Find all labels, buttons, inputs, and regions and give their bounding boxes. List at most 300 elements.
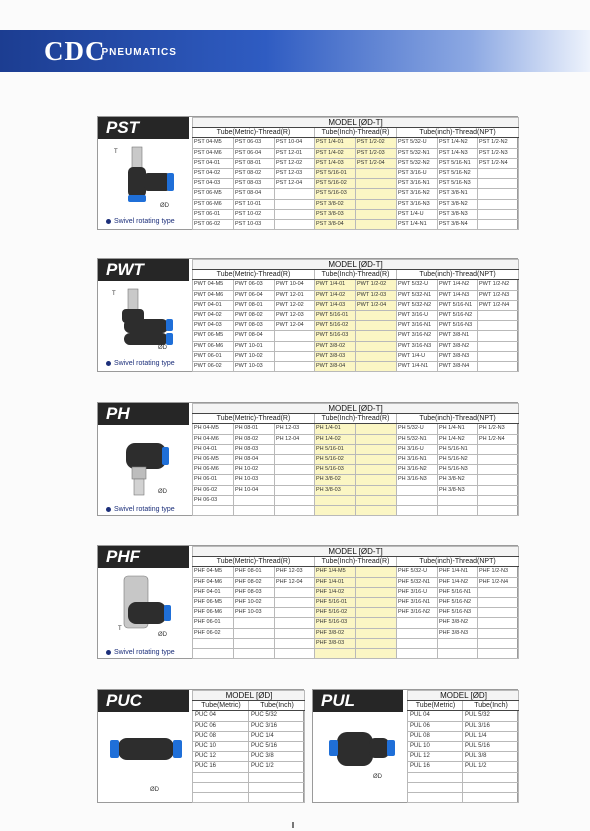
model-table — [192, 117, 519, 230]
model-cell: PWT 06-M6 — [193, 341, 234, 351]
model-cell: PST 12-03 — [275, 168, 315, 178]
product-phf — [97, 545, 518, 659]
model-cell: PST 06-04 — [234, 148, 275, 158]
table-row — [193, 597, 519, 607]
model-cell: PUC 12 — [193, 752, 249, 762]
table-row — [193, 351, 519, 361]
inch-r-header: Tube(Inch)-Thread(R) — [315, 557, 397, 567]
product-name: PHF — [98, 546, 189, 568]
table-row — [193, 587, 519, 597]
metric-header: Tube(Metric)-Thread(R) — [193, 414, 315, 424]
model-cell — [397, 638, 438, 648]
model-cell — [275, 648, 315, 658]
model-cell: PUC 16 — [193, 762, 249, 772]
model-cell — [478, 475, 519, 485]
table-row — [193, 300, 519, 310]
model-cell: PST 5/16-03 — [315, 189, 356, 199]
model-table — [407, 690, 519, 803]
model-cell — [478, 189, 519, 199]
model-cell: PWT 3/8-04 — [315, 361, 356, 371]
brand-logo: CDCPNEUMATICS — [44, 36, 177, 66]
page-marker — [292, 822, 294, 828]
model-cell: PST 06-01 — [193, 209, 234, 219]
model-cell: PST 06-M6 — [193, 199, 234, 209]
label-t: T — [118, 626, 122, 632]
model-cell: PH 04-M5 — [193, 424, 234, 434]
model-cell: PST 08-03 — [234, 179, 275, 189]
model-table — [192, 546, 519, 659]
product-name: PUL — [313, 690, 403, 712]
model-cell: PHF 5/16-N1 — [438, 587, 478, 597]
model-cell — [275, 361, 315, 371]
model-cell: PHF 3/8-N3 — [438, 628, 478, 638]
model-cell: PWT 06-04 — [234, 290, 275, 300]
model-header: MODEL [ØD] — [193, 691, 305, 701]
model-cell: PUL 1/2 — [463, 762, 519, 772]
model-cell: PHF 06-M5 — [193, 597, 234, 607]
model-cell: PST 3/8-03 — [315, 209, 356, 219]
model-cell: PH 10-02 — [234, 465, 275, 475]
model-cell: PH 1/4-01 — [315, 424, 356, 434]
model-cell: PWT 1/4-02 — [315, 290, 356, 300]
model-cell: PH 1/2-N4 — [478, 434, 519, 444]
model-cell — [463, 782, 519, 792]
model-cell — [275, 219, 315, 229]
model-cell — [356, 648, 397, 658]
table-row — [193, 424, 519, 434]
table-row — [193, 792, 305, 802]
model-cell — [356, 638, 397, 648]
model-cell: PH 5/16-N1 — [438, 444, 478, 454]
table-row — [193, 711, 305, 721]
model-cell: PST 06-03 — [234, 138, 275, 148]
model-cell: PH 08-03 — [234, 444, 275, 454]
model-cell — [356, 179, 397, 189]
model-cell: PHF 5/16-01 — [315, 597, 356, 607]
model-cell: PHF 10-02 — [234, 597, 275, 607]
model-cell — [315, 648, 356, 658]
model-cell: PH 5/16-03 — [315, 465, 356, 475]
label-od: ØD — [158, 345, 167, 351]
model-cell: PH 3/16-N1 — [397, 454, 438, 464]
model-cell: PH 12-04 — [275, 434, 315, 444]
model-cell: PWT 1/4-03 — [315, 300, 356, 310]
model-cell — [275, 608, 315, 618]
model-cell: PWT 3/8-N1 — [438, 331, 478, 341]
model-cell: PUL 3/16 — [463, 721, 519, 731]
model-cell — [478, 587, 519, 597]
model-cell: PWT 1/2-N2 — [478, 280, 519, 290]
model-header: MODEL [ØD] — [408, 691, 519, 701]
model-cell: PST 3/16-N2 — [397, 189, 438, 199]
model-cell: PUL 06 — [408, 721, 463, 731]
model-cell — [356, 608, 397, 618]
model-cell: PHF 08-03 — [234, 587, 275, 597]
model-cell — [478, 351, 519, 361]
model-cell: PST 1/2-02 — [356, 138, 397, 148]
model-cell — [356, 434, 397, 444]
model-cell: PST 1/4-02 — [315, 148, 356, 158]
model-cell: PH 06-M5 — [193, 454, 234, 464]
model-cell — [397, 618, 438, 628]
model-cell: PST 5/32-N2 — [397, 158, 438, 168]
model-cell: PWT 12-03 — [275, 310, 315, 320]
model-cell: PH 3/16-U — [397, 444, 438, 454]
table-row — [408, 792, 519, 802]
model-cell — [463, 772, 519, 782]
label-od: ØD — [158, 632, 167, 638]
model-cell: PHF 3/16-N1 — [397, 597, 438, 607]
model-cell: PWT 5/32-N1 — [397, 290, 438, 300]
model-cell: PUL 5/32 — [463, 711, 519, 721]
model-cell — [478, 331, 519, 341]
model-cell — [356, 424, 397, 434]
model-cell: PWT 06-01 — [193, 351, 234, 361]
model-cell: PST 5/16-N3 — [438, 179, 478, 189]
model-cell: PWT 10-01 — [234, 341, 275, 351]
model-cell: PWT 08-02 — [234, 310, 275, 320]
model-cell: PST 1/4-03 — [315, 158, 356, 168]
model-cell: PST 04-M5 — [193, 138, 234, 148]
model-cell — [275, 341, 315, 351]
model-cell — [249, 772, 305, 782]
model-cell: PUL 10 — [408, 741, 463, 751]
model-cell: PST 5/16-01 — [315, 168, 356, 178]
model-cell: PST 04-03 — [193, 179, 234, 189]
model-cell: PST 1/2-04 — [356, 158, 397, 168]
model-cell: PHF 1/4-M5 — [315, 567, 356, 577]
model-cell — [356, 618, 397, 628]
model-cell: PUL 04 — [408, 711, 463, 721]
table-row — [193, 638, 519, 648]
model-cell: PH 1/2-N3 — [478, 424, 519, 434]
table-row — [193, 168, 519, 178]
model-cell — [408, 772, 463, 782]
model-cell: PHF 5/16-N2 — [438, 597, 478, 607]
puc-fitting-image — [104, 718, 188, 782]
model-cell — [438, 638, 478, 648]
model-cell: PST 5/16-N2 — [438, 168, 478, 178]
model-cell — [478, 179, 519, 189]
model-cell — [478, 444, 519, 454]
table-row — [193, 179, 519, 189]
model-cell: PST 1/2-03 — [356, 148, 397, 158]
model-cell: PST 08-01 — [234, 158, 275, 168]
table-row — [193, 505, 519, 515]
model-cell: PWT 5/16-N3 — [438, 321, 478, 331]
model-cell: PWT 5/16-N2 — [438, 310, 478, 320]
model-cell — [356, 209, 397, 219]
model-cell: PWT 10-04 — [275, 280, 315, 290]
model-cell: PUC 10 — [193, 741, 249, 751]
model-cell: PST 3/8-02 — [315, 199, 356, 209]
table-row — [193, 495, 519, 505]
model-cell: PST 06-M5 — [193, 189, 234, 199]
model-cell: PH 1/4-N1 — [438, 424, 478, 434]
model-cell: PWT 10-03 — [234, 361, 275, 371]
model-cell: PWT 1/4-N1 — [397, 361, 438, 371]
table-row — [193, 209, 519, 219]
model-cell: PUC 08 — [193, 731, 249, 741]
npt-header: Tube(inch)-Thread(NPT) — [397, 270, 519, 280]
model-cell: PWT 5/16-N1 — [438, 300, 478, 310]
table-row — [193, 280, 519, 290]
model-cell: PWT 5/16-01 — [315, 310, 356, 320]
model-cell: PWT 5/32-N2 — [397, 300, 438, 310]
table-row — [193, 618, 519, 628]
model-header: MODEL [ØD-T] — [193, 547, 519, 557]
model-cell — [356, 219, 397, 229]
metric-header: Tube(Metric)-Thread(R) — [193, 128, 315, 138]
model-cell: PST 04-01 — [193, 158, 234, 168]
model-cell: PH 1/4-N2 — [438, 434, 478, 444]
npt-header: Tube(inch)-Thread(NPT) — [397, 557, 519, 567]
model-cell: PUC 3/8 — [249, 752, 305, 762]
metric-header: Tube(Metric)-Thread(R) — [193, 270, 315, 280]
inch-r-header: Tube(Inch)-Thread(R) — [315, 128, 397, 138]
model-cell: PWT 5/16-03 — [315, 331, 356, 341]
model-cell: PST 3/8-N3 — [438, 209, 478, 219]
metric-header: Tube(Metric) — [193, 701, 249, 711]
model-cell: PST 3/8-N4 — [438, 219, 478, 229]
model-cell — [193, 638, 234, 648]
model-cell: PHF 06-02 — [193, 628, 234, 638]
model-cell: PWT 08-01 — [234, 300, 275, 310]
model-cell — [356, 331, 397, 341]
model-cell: PWT 10-02 — [234, 351, 275, 361]
model-cell: PST 1/2-N4 — [478, 158, 519, 168]
table-row — [193, 219, 519, 229]
model-cell — [478, 505, 519, 515]
label-od: ØD — [160, 203, 169, 209]
model-cell — [478, 628, 519, 638]
model-cell: PST 3/8-N1 — [438, 189, 478, 199]
product-pst — [97, 116, 518, 230]
model-cell — [478, 219, 519, 229]
model-cell — [356, 361, 397, 371]
table-row — [408, 752, 519, 762]
model-cell: PST 06-02 — [193, 219, 234, 229]
model-cell — [478, 310, 519, 320]
model-cell: PWT 1/4-01 — [315, 280, 356, 290]
model-cell: PST 04-02 — [193, 168, 234, 178]
model-cell — [356, 310, 397, 320]
table-row — [193, 310, 519, 320]
table-row — [193, 608, 519, 618]
model-cell: PH 5/16-01 — [315, 444, 356, 454]
model-cell: PHF 5/16-03 — [315, 618, 356, 628]
model-cell: PHF 08-02 — [234, 577, 275, 587]
model-cell: PWT 04-01 — [193, 300, 234, 310]
product-name: PST — [98, 117, 189, 139]
model-cell: PST 10-01 — [234, 199, 275, 209]
model-cell: PWT 1/2-03 — [356, 290, 397, 300]
model-cell: PST 1/2-N3 — [478, 148, 519, 158]
model-cell — [356, 351, 397, 361]
table-row — [193, 782, 305, 792]
model-cell — [275, 331, 315, 341]
model-cell: PST 3/8-04 — [315, 219, 356, 229]
model-cell: PST 1/4-01 — [315, 138, 356, 148]
model-cell: PH 1/4-02 — [315, 434, 356, 444]
model-cell — [356, 628, 397, 638]
model-cell: PHF 3/16-N2 — [397, 608, 438, 618]
model-cell: PWT 04-M6 — [193, 290, 234, 300]
table-row — [193, 577, 519, 587]
model-header: MODEL [ØD-T] — [193, 260, 519, 270]
model-cell: PWT 12-01 — [275, 290, 315, 300]
metric-header: Tube(Metric) — [408, 701, 463, 711]
model-cell — [478, 209, 519, 219]
table-row — [193, 341, 519, 351]
model-cell: PWT 3/8-02 — [315, 341, 356, 351]
model-cell — [478, 597, 519, 607]
model-cell: PWT 04-02 — [193, 310, 234, 320]
model-cell: PH 06-01 — [193, 475, 234, 485]
model-cell: PWT 06-03 — [234, 280, 275, 290]
model-cell — [397, 505, 438, 515]
model-cell: PST 3/16-N1 — [397, 179, 438, 189]
pst-fitting-image — [112, 145, 182, 215]
model-cell: PHF 08-01 — [234, 567, 275, 577]
model-cell: PUL 3/8 — [463, 752, 519, 762]
model-cell: PH 3/16-N2 — [397, 465, 438, 475]
model-cell: PUC 3/16 — [249, 721, 305, 731]
model-cell — [275, 209, 315, 219]
model-table — [192, 403, 519, 516]
model-cell: PUL 5/16 — [463, 741, 519, 751]
model-cell: PWT 1/2-N4 — [478, 300, 519, 310]
model-cell: PH 10-03 — [234, 475, 275, 485]
model-cell — [193, 772, 249, 782]
model-cell: PHF 10-03 — [234, 608, 275, 618]
table-row — [193, 434, 519, 444]
model-cell — [478, 341, 519, 351]
model-cell — [249, 792, 305, 802]
model-cell: PHF 1/2-N3 — [478, 567, 519, 577]
model-cell: PWT 1/2-N3 — [478, 290, 519, 300]
model-cell: PHF 3/8-N2 — [438, 618, 478, 628]
model-cell: PH 5/32-U — [397, 424, 438, 434]
model-cell: PH 5/16-N3 — [438, 465, 478, 475]
model-cell: PHF 1/2-N4 — [478, 577, 519, 587]
pul-fitting-image — [319, 718, 403, 782]
model-cell — [315, 495, 356, 505]
model-cell — [438, 505, 478, 515]
product-pwt — [97, 258, 518, 372]
inch-r-header: Tube(Inch)-Thread(R) — [315, 414, 397, 424]
table-row — [193, 138, 519, 148]
model-cell — [478, 465, 519, 475]
model-cell: PWT 12-04 — [275, 321, 315, 331]
label-od: ØD — [373, 774, 382, 780]
model-cell — [356, 505, 397, 515]
model-cell — [356, 444, 397, 454]
model-cell: PUC 06 — [193, 721, 249, 731]
model-cell — [356, 341, 397, 351]
pwt-fitting-image — [110, 287, 182, 357]
model-cell: PWT 3/8-03 — [315, 351, 356, 361]
model-cell: PUL 1/4 — [463, 731, 519, 741]
model-cell: PH 08-02 — [234, 434, 275, 444]
model-cell — [356, 485, 397, 495]
model-cell: PHF 04-01 — [193, 587, 234, 597]
model-cell: PH 06-M6 — [193, 465, 234, 475]
model-cell: PST 1/4-N3 — [438, 148, 478, 158]
swivel-note: Swivel rotating type — [106, 360, 175, 367]
npt-header: Tube(inch)-Thread(NPT) — [397, 128, 519, 138]
table-row — [193, 321, 519, 331]
table-row — [193, 762, 305, 772]
model-cell: PHF 06-01 — [193, 618, 234, 628]
model-cell: PHF 1/4-N2 — [438, 577, 478, 587]
model-cell — [478, 648, 519, 658]
model-cell — [275, 199, 315, 209]
model-cell — [275, 618, 315, 628]
model-cell — [234, 638, 275, 648]
model-cell — [408, 792, 463, 802]
model-cell — [275, 444, 315, 454]
model-cell: PH 08-04 — [234, 454, 275, 464]
model-cell — [397, 485, 438, 495]
model-cell: PWT 3/16-N2 — [397, 331, 438, 341]
model-cell: PUL 12 — [408, 752, 463, 762]
model-cell: PWT 3/16-N3 — [397, 341, 438, 351]
model-table — [192, 690, 305, 803]
table-row — [193, 648, 519, 658]
model-cell: PHF 04-M5 — [193, 567, 234, 577]
model-cell — [356, 587, 397, 597]
model-cell — [275, 628, 315, 638]
model-cell: PH 3/8-N2 — [438, 475, 478, 485]
model-cell: PWT 1/2-04 — [356, 300, 397, 310]
table-row — [193, 741, 305, 751]
model-cell: PHF 1/4-N1 — [438, 567, 478, 577]
model-cell — [478, 495, 519, 505]
model-cell: PHF 3/16-U — [397, 587, 438, 597]
table-row — [193, 444, 519, 454]
model-cell: PWT 12-02 — [275, 300, 315, 310]
model-cell — [234, 505, 275, 515]
model-cell: PWT 3/8-N2 — [438, 341, 478, 351]
product-name: PH — [98, 403, 189, 425]
model-cell: PST 12-01 — [275, 148, 315, 158]
product-pul — [312, 689, 518, 803]
label-od: ØD — [158, 489, 167, 495]
table-row — [193, 465, 519, 475]
model-cell — [193, 648, 234, 658]
label-t: T — [114, 149, 118, 155]
ph-fitting-image — [112, 431, 182, 501]
model-cell: PWT 3/16-N1 — [397, 321, 438, 331]
table-row — [408, 772, 519, 782]
model-cell: PH 5/32-N1 — [397, 434, 438, 444]
product-name: PUC — [98, 690, 189, 712]
model-cell: PST 1/4-N2 — [438, 138, 478, 148]
model-cell: PST 10-03 — [234, 219, 275, 229]
model-cell: PWT 3/8-N4 — [438, 361, 478, 371]
model-cell — [463, 792, 519, 802]
model-cell: PWT 1/4-N2 — [438, 280, 478, 290]
inch-r-header: Tube(Inch)-Thread(R) — [315, 270, 397, 280]
model-cell: PWT 5/16-02 — [315, 321, 356, 331]
model-cell: PST 12-04 — [275, 179, 315, 189]
model-cell — [478, 638, 519, 648]
model-cell — [275, 638, 315, 648]
model-cell: PH 3/16-N3 — [397, 475, 438, 485]
model-cell: PWT 5/32-U — [397, 280, 438, 290]
model-cell — [408, 782, 463, 792]
